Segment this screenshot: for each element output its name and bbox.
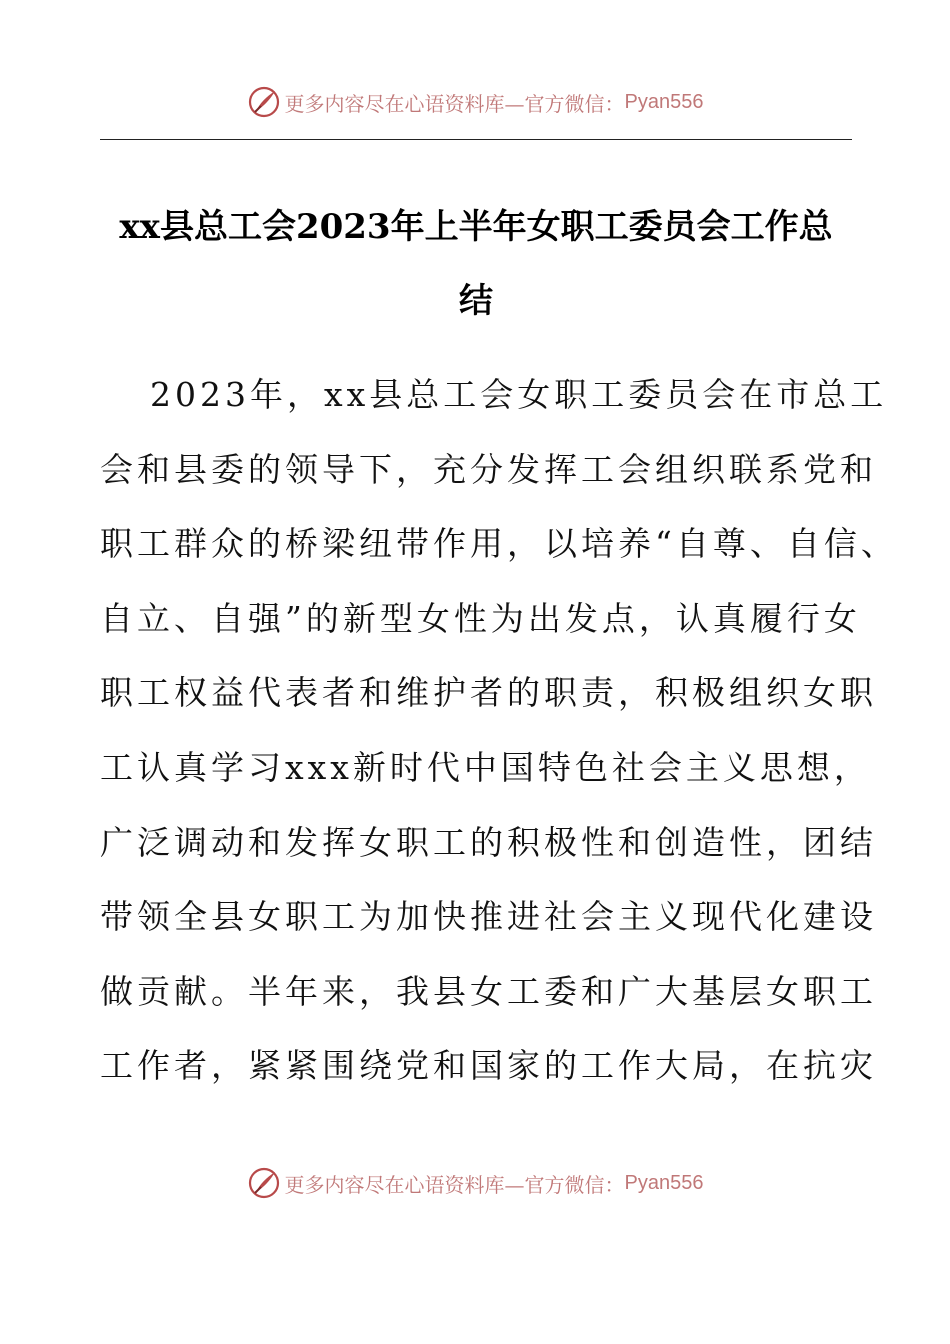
footer-watermark	[0, 1163, 950, 1203]
watermark-text: 更多内容尽在心语资料库—官方微信：	[284, 91, 625, 116]
body-line: 职工群众的桥梁纽带作用，以培养“自尊、自信、	[100, 524, 898, 564]
body-line: 工认真学习xxx新时代中国特色社会主义思想，	[100, 747, 871, 787]
header-divider	[100, 139, 852, 140]
body-line: 广泛调动和发挥女职工的积极性和创造性，团结	[100, 822, 877, 862]
body-line: 自立、自强”的新型女性为出发点，认真履行女	[100, 598, 861, 638]
document-title	[100, 190, 852, 338]
title-line-1: xx县总工会2023年上半年女职工委员会工作总	[119, 207, 833, 247]
body-line: 做贡献。半年来，我县女工委和广大基层女职工	[100, 971, 877, 1011]
watermark-wechat-id: Pyan556	[624, 1171, 704, 1194]
body-paragraph	[100, 358, 898, 1104]
header-watermark	[0, 82, 950, 122]
title-line-2: 结	[459, 281, 493, 321]
watermark-wechat-id: Pyan556	[624, 90, 704, 113]
watermark-text: 更多内容尽在心语资料库—官方微信：	[284, 1172, 625, 1197]
body-line: 会和县委的领导下，充分发挥工会组织联系党和	[100, 449, 877, 489]
quill-logo-icon	[247, 1166, 281, 1200]
quill-logo-icon	[247, 85, 281, 119]
body-line: 2023年，xx县总工会女职工委员会在市总工	[150, 375, 888, 414]
body-line: 工作者，紧紧围绕党和国家的工作大局，在抗灾	[100, 1046, 877, 1086]
body-line: 带领全县女职工为加快推进社会主义现代化建设	[100, 897, 877, 937]
body-line: 职工权益代表者和维护者的职责，积极组织女职	[100, 673, 877, 713]
